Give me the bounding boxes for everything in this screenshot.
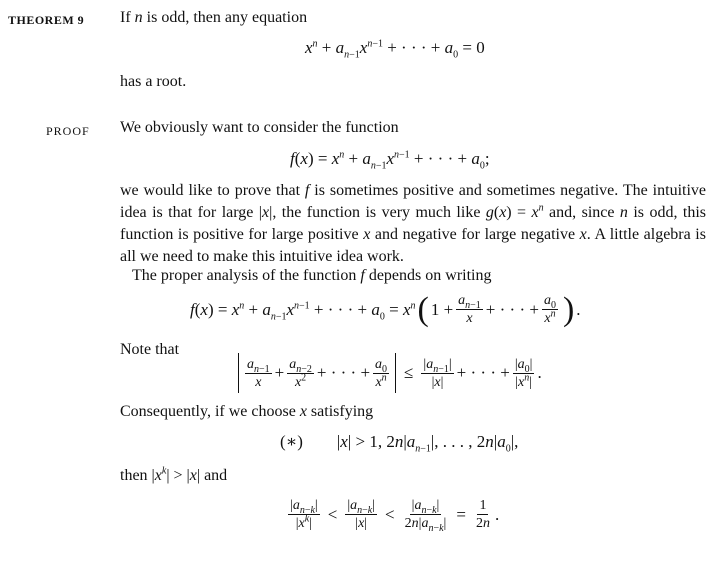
star-label: (∗) (280, 432, 303, 451)
final-inequality: $\frac{|a_{n-k}|}{|x^k|}$ < $\frac{|a_{n-k}|}{|x|}$ < $\frac{|a_{n-k}|}{2n|a_{n-k}|}$ = $\frac{1}{2n}$ . (290, 498, 500, 534)
proof-paragraph-2: The proper analysis of the function f depends on writing (132, 267, 492, 284)
theorem-equation: $x^n + a_{n-1}x^{n-1}$ + · · · + $a_0 = 0$ (305, 38, 485, 61)
proof-paragraph-1: we would like to prove that f is sometimes positive and sometimes negative. The intuitive idea is that for large |x|, the function is very much like $g(x) = x^n$ and, since n is odd, this function is positive for large positive x and negative for large negative x. A little algebra is all we need to make this intuitive idea work. (120, 182, 707, 265)
note-that: Note that (120, 341, 180, 358)
theorem-has-root: has a root. (120, 73, 187, 90)
proof-intro: We obviously want to consider the function (120, 119, 399, 136)
theorem-label: THEOREM 9 (8, 13, 85, 27)
factored-equation: $f(x) = x^n + a_{n-1}x^{n-1}$ + · · · + $a_0 = x^n$ ( 1 + $\frac{a_{n-1}}{x}$ + · · · + $\frac{a_0}{x^n}$ ) . (190, 290, 581, 328)
theorem-statement: If n is odd, then any equation (120, 9, 308, 26)
function-definition: $f(x) = x^n + a_{n-1}x^{n-1}$ + · · · + $a_0$; (290, 149, 490, 172)
then-line: then $|x^k| > |x|$ and (120, 465, 228, 484)
consequently: Consequently, if we choose x satisfying (120, 403, 374, 420)
inequality-sum: $\frac{a_{n-1}}{x}$ + $\frac{a_{n-2}}{x^2}$ + · · · + $\frac{a_0}{x^n}$ ≤ $\frac{|a_{n-1}|}{|x|}$ + · · · + $\frac{|a_0|}{|x^n|}$ . (235, 353, 542, 393)
proof-label: PROOF (46, 124, 90, 138)
star-condition: (∗) |x| > 1, $2n|a_{n-1}|$, . . . , $2n|a_0|$, (280, 432, 519, 455)
